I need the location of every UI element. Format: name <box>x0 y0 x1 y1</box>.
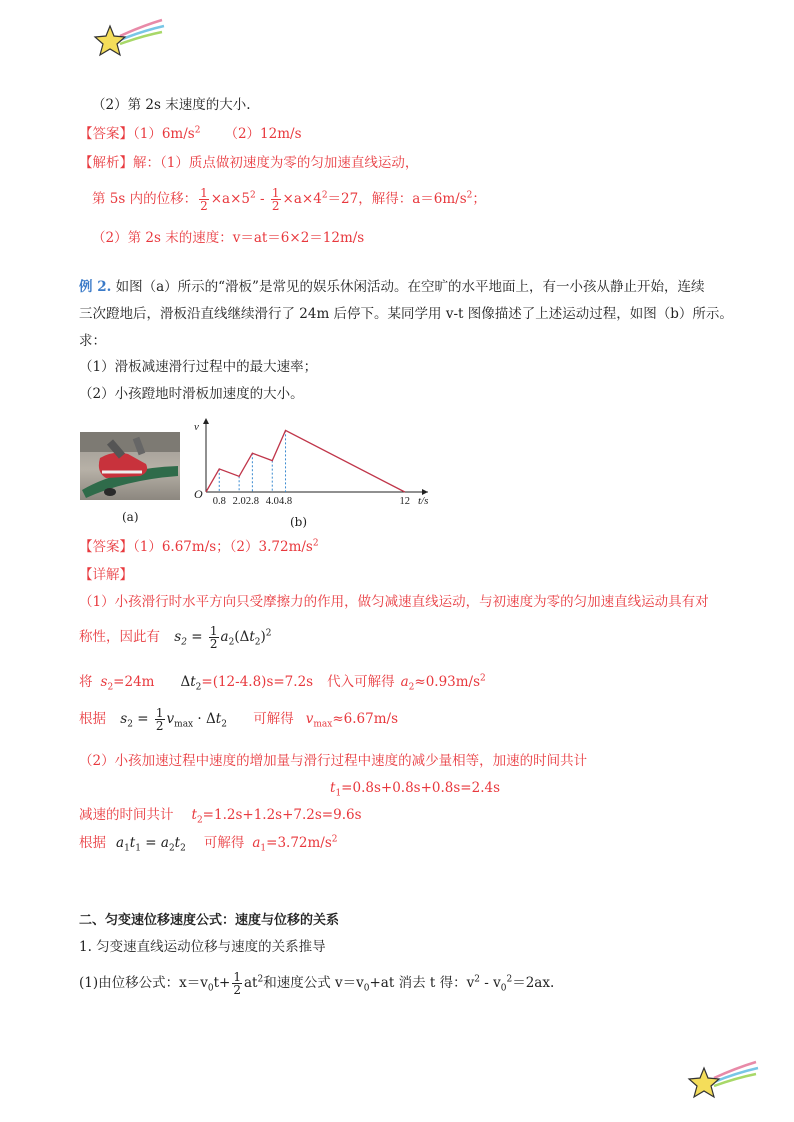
vt-graph <box>186 414 436 514</box>
velocity-line <box>206 430 405 492</box>
ex2-detail-line8: 根据 $a_1t_1 = a_2t_2$ 可解得 $a_1=3.72m/s^2$ <box>79 834 338 854</box>
star-decoration-bottom-icon <box>684 1058 764 1102</box>
x-tick-label-4: 4.8 <box>278 496 293 507</box>
figure-b-caption: (b) <box>290 515 308 529</box>
ex2-question-part1: （1）滑板减速滑行过程中的最大速率； <box>79 359 318 375</box>
ex2-detail-line2: 称性，因此有 $s_2$ = $\frac{1}{2}$ $a_2(\Delta t_2)^2$ <box>79 624 272 651</box>
ex2-detail-line6: $t_1=0.8s+0.8s+0.8s=2.4s$ <box>330 780 501 799</box>
ex2-question-line1: 例 2. 如图（a）所示的“滑板”是常见的娱乐休闲活动。在空旷的水平地面上，有一小孩从静止开始，连续 <box>79 279 705 295</box>
skateboard-photo <box>80 432 180 500</box>
y-axis-label: v <box>194 421 199 433</box>
example-label: 例 2. <box>79 279 112 295</box>
star-decoration-top-icon <box>90 16 170 60</box>
figure-a-caption: (a) <box>122 510 139 524</box>
section-2-subtitle: 1. 匀变速直线运动位移与速度的关系推导 <box>79 939 326 955</box>
ex2-detail-line5: （2）小孩加速过程中速度的增加量与滑行过程中速度的减少量相等，加速的时间共计 <box>79 753 588 769</box>
ex1-solution-line2: 第 5s 内的位移： $\frac{1}{2}$ $\times a\times 5^2$ - $\frac{1}{2}$ $\times a\times 4^2=27$，解得：$a=6m/s^2$； <box>92 186 486 213</box>
detail-tag: 【详解】 <box>79 567 133 583</box>
ex1-answer: 【答案】$(1)6m/s^2$ （2）12m/s <box>79 125 302 142</box>
ex2-answer: 【答案】（1）6.67m/s；$(2)3.72m/s^2$ <box>79 538 319 555</box>
section-2-title: 二、匀变速位移速度公式：速度与位移的关系 <box>79 913 340 928</box>
x-tick-label-2: 2.8 <box>245 496 259 507</box>
solution-tag: 【解析】 <box>79 155 133 171</box>
question-part-2: （2）第 2s 末速度的大小. <box>92 97 251 113</box>
ex1-solution-line1: 【解析】解：（1）质点做初速度为零的匀加速直线运动， <box>79 155 419 171</box>
y-axis-arrow <box>203 418 209 424</box>
x-tick-label-0: 0.8 <box>212 496 226 507</box>
skateboard-image-icon <box>80 432 180 500</box>
x-tick-label-5: 12 <box>399 496 411 507</box>
ex2-question-line2: 三次蹬地后，滑板沿直线继续滑行了 24m 后停下。某同学用 v-t 图像描述了上述运动过程，如图（b）所示。 <box>79 306 733 322</box>
ex1-solution-line3: （2）第 2s 末的速度：v＝at＝6×2＝12m/s <box>92 230 365 246</box>
ex2-detail-line3: 将 $s_2=24m$ $\Delta t_2=(12-4.8)s=7.2s$ 代入可解得 $a_2\approx 0.93m/s^2$ <box>79 673 486 693</box>
x-tick-label-1: 2.0 <box>232 496 246 507</box>
ex2-detail-line7: 减速的时间共计 $t_2=1.2s+1.2s+7.2s=9.6s$ <box>79 807 362 826</box>
x-tick-label-3: 4.0 <box>265 496 279 507</box>
section-2-formula: (1)由位移公式：$x=v_0t+$ $\frac{1}{2}$ $at^2$和速度公式 $v=v_0+at$ 消去 t 得：$v^2 - v_0^2=2ax$. <box>79 970 555 997</box>
ex2-question-line3: 求： <box>79 333 106 349</box>
ex2-detail-line4: 根据 $s_2$ = $\frac{1}{2}$ $v_{max} \cdot \Delta t_2$ 可解得 $v_{max}\approx 6.67m/s$ <box>79 706 399 733</box>
ex2-question-part2: （2）小孩蹬地时滑板加速度的大小。 <box>79 386 304 402</box>
x-axis-label: t/s <box>418 495 429 507</box>
ex2-detail-line1: （1）小孩滑行时水平方向只受摩擦力的作用，做匀减速直线运动，与初速度为零的匀加速直线运动具有对 <box>79 594 709 610</box>
answer-tag: 【答案】 <box>79 539 133 555</box>
origin-label: O <box>194 487 203 501</box>
answer-tag: 【答案】 <box>79 126 133 142</box>
